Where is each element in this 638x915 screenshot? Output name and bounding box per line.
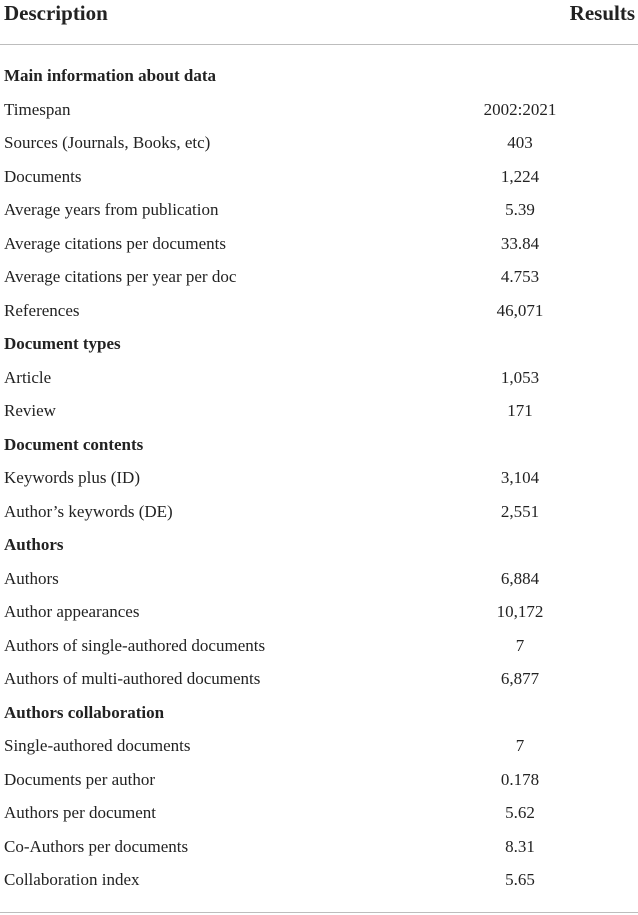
row-description: Documents per author: [4, 769, 156, 789]
table-row: [0, 629, 638, 663]
table-row: [0, 294, 638, 328]
row-value: 5.39: [505, 200, 535, 219]
table-row: [0, 260, 638, 294]
table-row: [0, 495, 638, 529]
row-value: 1,053: [500, 367, 540, 387]
row-value: 1,224: [500, 166, 540, 186]
table-row: [0, 595, 638, 629]
row-value: 7: [515, 635, 525, 655]
table-header: [0, 0, 638, 44]
row-value: 46,071: [496, 300, 544, 320]
row-value: 7: [515, 736, 525, 755]
row-description: Co-Authors per documents: [4, 836, 189, 856]
table-row: [0, 461, 638, 495]
section-heading: Document types: [4, 334, 121, 353]
row-description: References: [4, 300, 80, 320]
row-value: 2002:2021: [483, 99, 557, 119]
table-body: [0, 59, 638, 897]
section-heading-row: [0, 428, 638, 462]
row-description: Authors: [4, 568, 59, 588]
table-row: [0, 93, 638, 127]
column-header-results: Results: [569, 1, 635, 25]
row-description: Author’s keywords (DE): [4, 501, 173, 521]
row-value: 0.178: [500, 769, 540, 789]
row-value: 3,104: [500, 468, 540, 487]
row-description: Documents: [4, 166, 82, 186]
row-description: Average citations per year per doc: [4, 267, 237, 286]
section-heading: Main information about data: [4, 66, 217, 85]
row-value: 403: [507, 133, 533, 152]
row-value: 33.84: [500, 233, 540, 253]
table-bottom-divider: [0, 912, 638, 913]
row-value: 6,877: [500, 669, 540, 688]
table-row: [0, 126, 638, 160]
row-description: Authors of single-authored documents: [4, 635, 266, 655]
header-divider: [0, 44, 638, 45]
table-row: [0, 830, 638, 864]
row-description: Keywords plus (ID): [4, 468, 140, 487]
row-value: 171: [507, 401, 533, 420]
section-heading: Authors collaboration: [4, 702, 165, 722]
row-description: Average years from publication: [4, 200, 219, 219]
row-description: Author appearances: [4, 602, 140, 621]
table-row: [0, 562, 638, 596]
row-description: Average citations per documents: [4, 233, 227, 253]
table-row: [0, 394, 638, 428]
section-heading-row: [0, 528, 638, 562]
table-row: [0, 729, 638, 763]
row-value: 5.65: [505, 870, 535, 889]
column-header-description: Description: [4, 1, 108, 25]
table-row: [0, 796, 638, 830]
table-row: [0, 160, 638, 194]
row-description: Single-authored documents: [4, 736, 191, 755]
table-row: [0, 227, 638, 261]
row-description: Review: [4, 401, 56, 420]
row-description: Collaboration index: [4, 870, 140, 889]
row-value: 2,551: [500, 501, 540, 521]
row-value: 6,884: [500, 568, 540, 588]
row-value: 10,172: [496, 602, 544, 621]
row-description: Sources (Journals, Books, etc): [4, 133, 211, 152]
row-description: Authors of multi-authored documents: [4, 669, 261, 688]
section-heading-row: [0, 327, 638, 361]
table-row: [0, 863, 638, 897]
section-heading-row: [0, 59, 638, 93]
row-description: Timespan: [4, 99, 71, 119]
table-row: [0, 361, 638, 395]
table-row: [0, 763, 638, 797]
row-description: Article: [4, 367, 52, 387]
row-description: Authors per document: [4, 803, 157, 822]
row-value: 5.62: [505, 803, 535, 822]
section-heading-row: [0, 696, 638, 730]
row-value: 4.753: [500, 267, 540, 286]
table-row: [0, 193, 638, 227]
table-row: [0, 662, 638, 696]
section-heading: Authors: [4, 535, 64, 554]
row-value: 8.31: [505, 836, 535, 856]
section-heading: Document contents: [4, 434, 144, 454]
